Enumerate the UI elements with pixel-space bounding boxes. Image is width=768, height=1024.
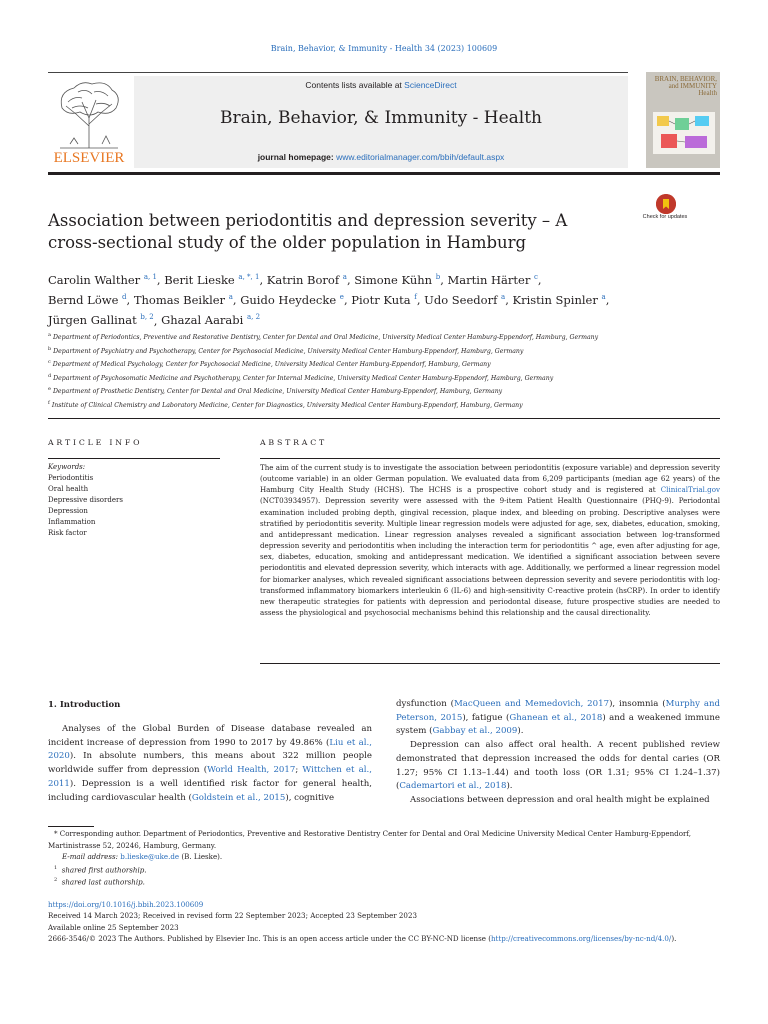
author[interactable]	[448, 273, 538, 287]
running-head-link[interactable]: Brain, Behavior, & Immunity - Health 34 (2023) 100609	[270, 44, 498, 53]
contents-prefix: Contents lists available at	[305, 80, 405, 90]
affiliation-marker: b	[48, 345, 52, 352]
abstract-heading: ABSTRACT	[260, 438, 327, 447]
cover-diagram-icon	[653, 112, 715, 154]
license-link[interactable]: http://creativecommons.org/licenses/by-nc-nd/4.0/	[490, 933, 672, 943]
author[interactable]	[48, 293, 127, 307]
email-link[interactable]: b.lieske@uke.de	[120, 852, 180, 861]
author-affiliation-marker[interactable]: e	[339, 293, 344, 302]
intro-paragraph-1-cont	[396, 698, 720, 739]
author[interactable]	[351, 293, 417, 307]
publication-info	[48, 899, 720, 944]
footnotes	[48, 828, 720, 888]
author-affiliation-marker[interactable]: a	[228, 293, 233, 302]
affiliation-text: Institute of Clinical Chemistry and Laboratory Medicine, Center for Diagnostics, University Medical Center Hamburg-Eppendorf, Hamburg, Germany	[51, 401, 523, 409]
keyword: Risk factor	[48, 529, 87, 537]
cover-title: BRAIN, BEHAVIOR, and IMMUNITY Health	[654, 75, 717, 97]
affiliation-text: Department of Periodontics, Preventive and Restorative Dentistry, Center for Dental and Oral Medicine, University Medical Center Hamburg-Eppendorf, Hamburg, Germany	[52, 334, 599, 342]
text-run: ). Depression is a well identified risk factor for general health, including cardiovascular health (	[48, 778, 372, 803]
license-statement	[48, 933, 720, 944]
masthead-top-rule	[48, 72, 628, 73]
elsevier-tree-icon	[52, 78, 126, 150]
citation-link[interactable]: Murphy and Peterson, 2015	[396, 699, 720, 723]
corresponding-author-note: * Corresponding author. Department of Periodontics, Preventive and Restorative Dentistry Center for Dental and Oral Medicine University Medical Center Hamburg-Eppendorf, Martinistrasse 52, 20246, Hamburg, Germany.	[48, 829, 692, 850]
abstract-part2: (NCT03934957). Depression severity were assessed with the 9-item Patient Health Questionnaire (PHQ-9). Periodontal examination included probing depth, gingival recession, plaque index, and bleeding on probing. Descriptive analyses were stratified by periodontitis severity. Multiple linear regression models were adjusted for age, sex, diabetes, education, smoking, and antidepressant medication. Linear regression analyses revealed a significant association between log-transformed depression severity and periodontitis when including the interaction term for periodontitis ^ age, even after adjusting for age, sex, diabetes, education, smoking and antidepressant medication. We identified a significant association between severe periodontitis and elevated depression severity, which interacts with age. Additionally, we performed a linear regression model for biomarker analyses, which revealed significant associations between depression severity and severe periodontitis with log-transformed inflammatory biomarkers interleukin 6 (IL-6) and high-sensitivity C-reactive protein (hsCRP). In order to identify new therapeutic strategies for patients with depression and periodontal disease, future prospective studies are needed to assess the physiological and psychosocial mechanisms behind this relationship and the causal directionality.	[260, 496, 720, 618]
header-divider	[48, 418, 720, 419]
author[interactable]	[424, 293, 505, 307]
affiliation-list	[48, 330, 668, 411]
keyword: Inflammation	[48, 518, 96, 526]
footnote-2-text: shared last authorship.	[61, 877, 145, 887]
abstract-rule	[260, 458, 720, 459]
author-affiliation-marker[interactable]: f	[414, 293, 417, 302]
text-run: ;	[295, 765, 303, 776]
clinicaltrial-link[interactable]: ClinicalTrial.gov	[660, 485, 720, 495]
author-affiliation-marker[interactable]: a, 2	[247, 313, 261, 322]
text-run: ).	[506, 781, 513, 792]
keyword: Depressive disorders	[48, 496, 123, 504]
running-head	[0, 44, 768, 53]
citation-link[interactable]: World Health, 2017	[207, 765, 296, 776]
author-name: Thomas Beikler	[133, 293, 226, 308]
text-run: ) and a weakened immune system (	[396, 712, 721, 737]
article-info-heading: ARTICLE INFO	[48, 438, 143, 447]
intro-paragraph-1	[48, 723, 372, 805]
affiliation	[48, 344, 668, 358]
author[interactable]	[354, 273, 440, 287]
abstract-bottom-rule	[260, 663, 720, 664]
author[interactable]	[267, 273, 347, 287]
author-name: Guido Heydecke	[240, 293, 337, 308]
author-name: Ghazal Aarabi	[161, 313, 244, 328]
body-column-left	[48, 723, 372, 805]
keyword: Depression	[48, 507, 88, 515]
author-name: Katrin Borof	[266, 272, 340, 287]
citation-link[interactable]: Cademartori et al., 2018	[399, 781, 507, 792]
journal-title: Brain, Behavior, & Immunity - Health	[220, 108, 542, 128]
author-affiliation-marker[interactable]: a	[501, 293, 506, 302]
keywords-block	[48, 462, 220, 539]
elsevier-wordmark: ELSEVIER	[53, 150, 125, 166]
affiliation	[48, 330, 668, 344]
email-suffix: (B. Lieske).	[179, 852, 223, 861]
author-name: Berit Lieske	[164, 272, 235, 287]
text-run: Depression can also affect oral health. A recent published review demonstrated that depression increased the odds for dental caries (OR 1.27; 95% CI 1.13–1.44) and tooth loss (OR 1.31; 95% CI 1.24–1.37) (	[396, 740, 720, 792]
author[interactable]	[240, 293, 344, 307]
doi-link[interactable]: https://doi.org/10.1016/j.bbih.2023.100609	[48, 900, 204, 909]
email-line	[48, 851, 720, 863]
license-text-end: ).	[671, 933, 677, 943]
text-run: ), insomnia (	[609, 699, 666, 709]
author-name: Martin Härter	[447, 272, 531, 287]
author-affiliation-marker[interactable]: c	[533, 273, 538, 281]
affiliation	[48, 357, 668, 371]
author-affiliation-marker[interactable]: a, 1	[143, 273, 157, 281]
citation-link[interactable]: Ghanean et al., 2018	[509, 712, 603, 723]
citation-link[interactable]: Liu et al., 2020	[48, 737, 372, 762]
affiliation-marker: a	[48, 332, 51, 338]
abstract-text	[260, 462, 720, 618]
footnote-1-text: shared first authorship.	[61, 864, 147, 874]
footnote-2: $^2$ shared last authorship.	[54, 877, 145, 887]
license-text: 2666-3546/© 2023 The Authors. Published by Elsevier Inc. This is an open access article under the CC BY-NC-ND license (	[48, 933, 491, 943]
author-name: Kristin Spinler	[512, 293, 598, 308]
keyword: Oral health	[48, 485, 89, 493]
bookmark-icon	[656, 194, 676, 214]
journal-homepage	[134, 152, 628, 162]
author-affiliation-marker[interactable]: b, 2	[140, 313, 154, 322]
masthead-bottom-rule	[48, 172, 720, 175]
text-run: ), cognitive	[285, 792, 335, 803]
author-affiliation-marker[interactable]: b	[435, 273, 441, 281]
footnote-rule	[48, 826, 94, 827]
check-for-updates-label: Check for updates	[642, 214, 688, 220]
citation-link[interactable]: Gabbay et al., 2009	[432, 726, 518, 737]
author[interactable]	[513, 293, 606, 307]
available-online: Available online 25 September 2023	[48, 922, 179, 932]
text-run: ). In absolute numbers, this means about 322 million people worldwide suffer from depression (	[48, 751, 372, 776]
author-list: Carolin Walther $^{a, 1}$, Berit Lieske $^{a, *, 1}$, Katrin Borof $^a$, Simone Kühn $^b$, Martin Härter $^c$, Bernd Löwe $^d$, Thomas Beikler $^a$, Guido Heydecke $^e$, Piotr Kuta $^f$, Udo Seedorf $^a$, Kristin Spinler $^a$, Jürgen Gallinat $^{b, 2}$, Ghazal Aarabi $^{a, 2}$	[48, 272, 610, 328]
affiliation	[48, 371, 668, 385]
author[interactable]	[48, 313, 154, 327]
author-name: Udo Seedorf	[424, 293, 498, 308]
author-name: Piotr Kuta	[351, 293, 411, 308]
text-run: dysfunction (	[396, 699, 454, 709]
author-affiliation-marker[interactable]: a	[342, 273, 347, 281]
citation-link[interactable]: MacQueen and Memedovich, 2017	[453, 699, 610, 709]
author-name: Simone Kühn	[354, 272, 433, 287]
author[interactable]	[161, 313, 260, 327]
homepage-link[interactable]: www.editorialmanager.com/bbih/default.aspx	[336, 152, 505, 162]
check-for-updates-button[interactable]	[656, 194, 676, 214]
keyword: Periodontitis	[48, 474, 94, 482]
keyword-list	[48, 473, 220, 539]
introduction-heading: 1. Introduction	[48, 700, 121, 710]
affiliation-marker: c	[48, 359, 51, 366]
intro-paragraph-3: Associations between depression and oral health might be explained	[410, 794, 710, 805]
author[interactable]	[48, 273, 157, 287]
cover-figure	[653, 112, 715, 154]
author-name: Carolin Walther	[48, 272, 141, 287]
homepage-label: journal homepage:	[257, 152, 337, 162]
text-run: Analyses of the Global Burden of Disease database revealed an incident increase of depression from 1990 to 2017 by 49.86% (	[48, 724, 372, 748]
paper-title: Association between periodontitis and depression severity – A cross-sectional study of the older population in Hamburg	[48, 211, 568, 252]
affiliation-marker: f	[48, 399, 50, 406]
author-name: Jürgen Gallinat	[48, 313, 137, 328]
elsevier-logo[interactable]	[48, 76, 130, 166]
affiliation-text: Department of Medical Psychology, Center for Psychosocial Medicine, University Medical Center Hamburg-Eppendorf, Hamburg, Germany	[52, 361, 491, 369]
received-dates: Received 14 March 2023; Received in revised form 22 September 2023; Accepted 23 September 2023	[48, 911, 417, 921]
author-affiliation-marker[interactable]: a	[601, 293, 606, 302]
citation-link[interactable]: Goldstein et al., 2015	[191, 792, 286, 803]
affiliation-text: Department of Prosthetic Dentistry, Center for Dental and Oral Medicine, University Medical Center Hamburg-Eppendorf, Hamburg, Germany	[52, 388, 503, 396]
text-run: ).	[517, 726, 524, 737]
affiliation	[48, 384, 668, 398]
affiliation	[48, 398, 668, 412]
text-run: ), fatigue (	[462, 712, 510, 723]
citation-link[interactable]: Wittchen et al., 2011	[48, 765, 372, 789]
author-name: Bernd Löwe	[48, 293, 119, 308]
author[interactable]	[164, 273, 259, 287]
article-info-rule	[48, 458, 220, 459]
affiliation-marker: d	[48, 372, 52, 379]
author-affiliation-marker[interactable]: d	[122, 293, 127, 302]
affiliation-text: Department of Psychiatry and Psychotherapy, Center for Psychosocial Medicine, University Medical Center Hamburg-Eppendorf, Hamburg, Germany	[53, 347, 524, 355]
affiliation-text: Department of Psychosomatic Medicine and Psychotherapy, Center for Internal Medicine, University Medical Center Hamburg-Eppendorf, Hamburg, Germany	[53, 374, 554, 382]
sciencedirect-link[interactable]: ScienceDirect	[404, 80, 457, 90]
abstract-part1: The aim of the current study is to investigate the association between periodontitis (exposure variable) and depression severity (outcome variable) in an older German population. We evaluated data from 6,209 participants (median age 62 years) of the Hamburg City Health Study (HCHS). The HCHS is a prospective cohort study and is registered at	[260, 463, 720, 495]
footnote-1: $^1$ shared first authorship.	[54, 864, 147, 874]
affiliation-marker: e	[48, 386, 51, 393]
keywords-label: Keywords:	[48, 463, 86, 471]
author[interactable]	[134, 293, 233, 307]
contents-line	[134, 80, 628, 90]
intro-paragraph-2	[396, 739, 720, 794]
body-column-right	[396, 698, 720, 808]
author-affiliation-marker[interactable]: a, *, 1	[238, 273, 260, 281]
email-label: E-mail address:	[62, 852, 121, 861]
